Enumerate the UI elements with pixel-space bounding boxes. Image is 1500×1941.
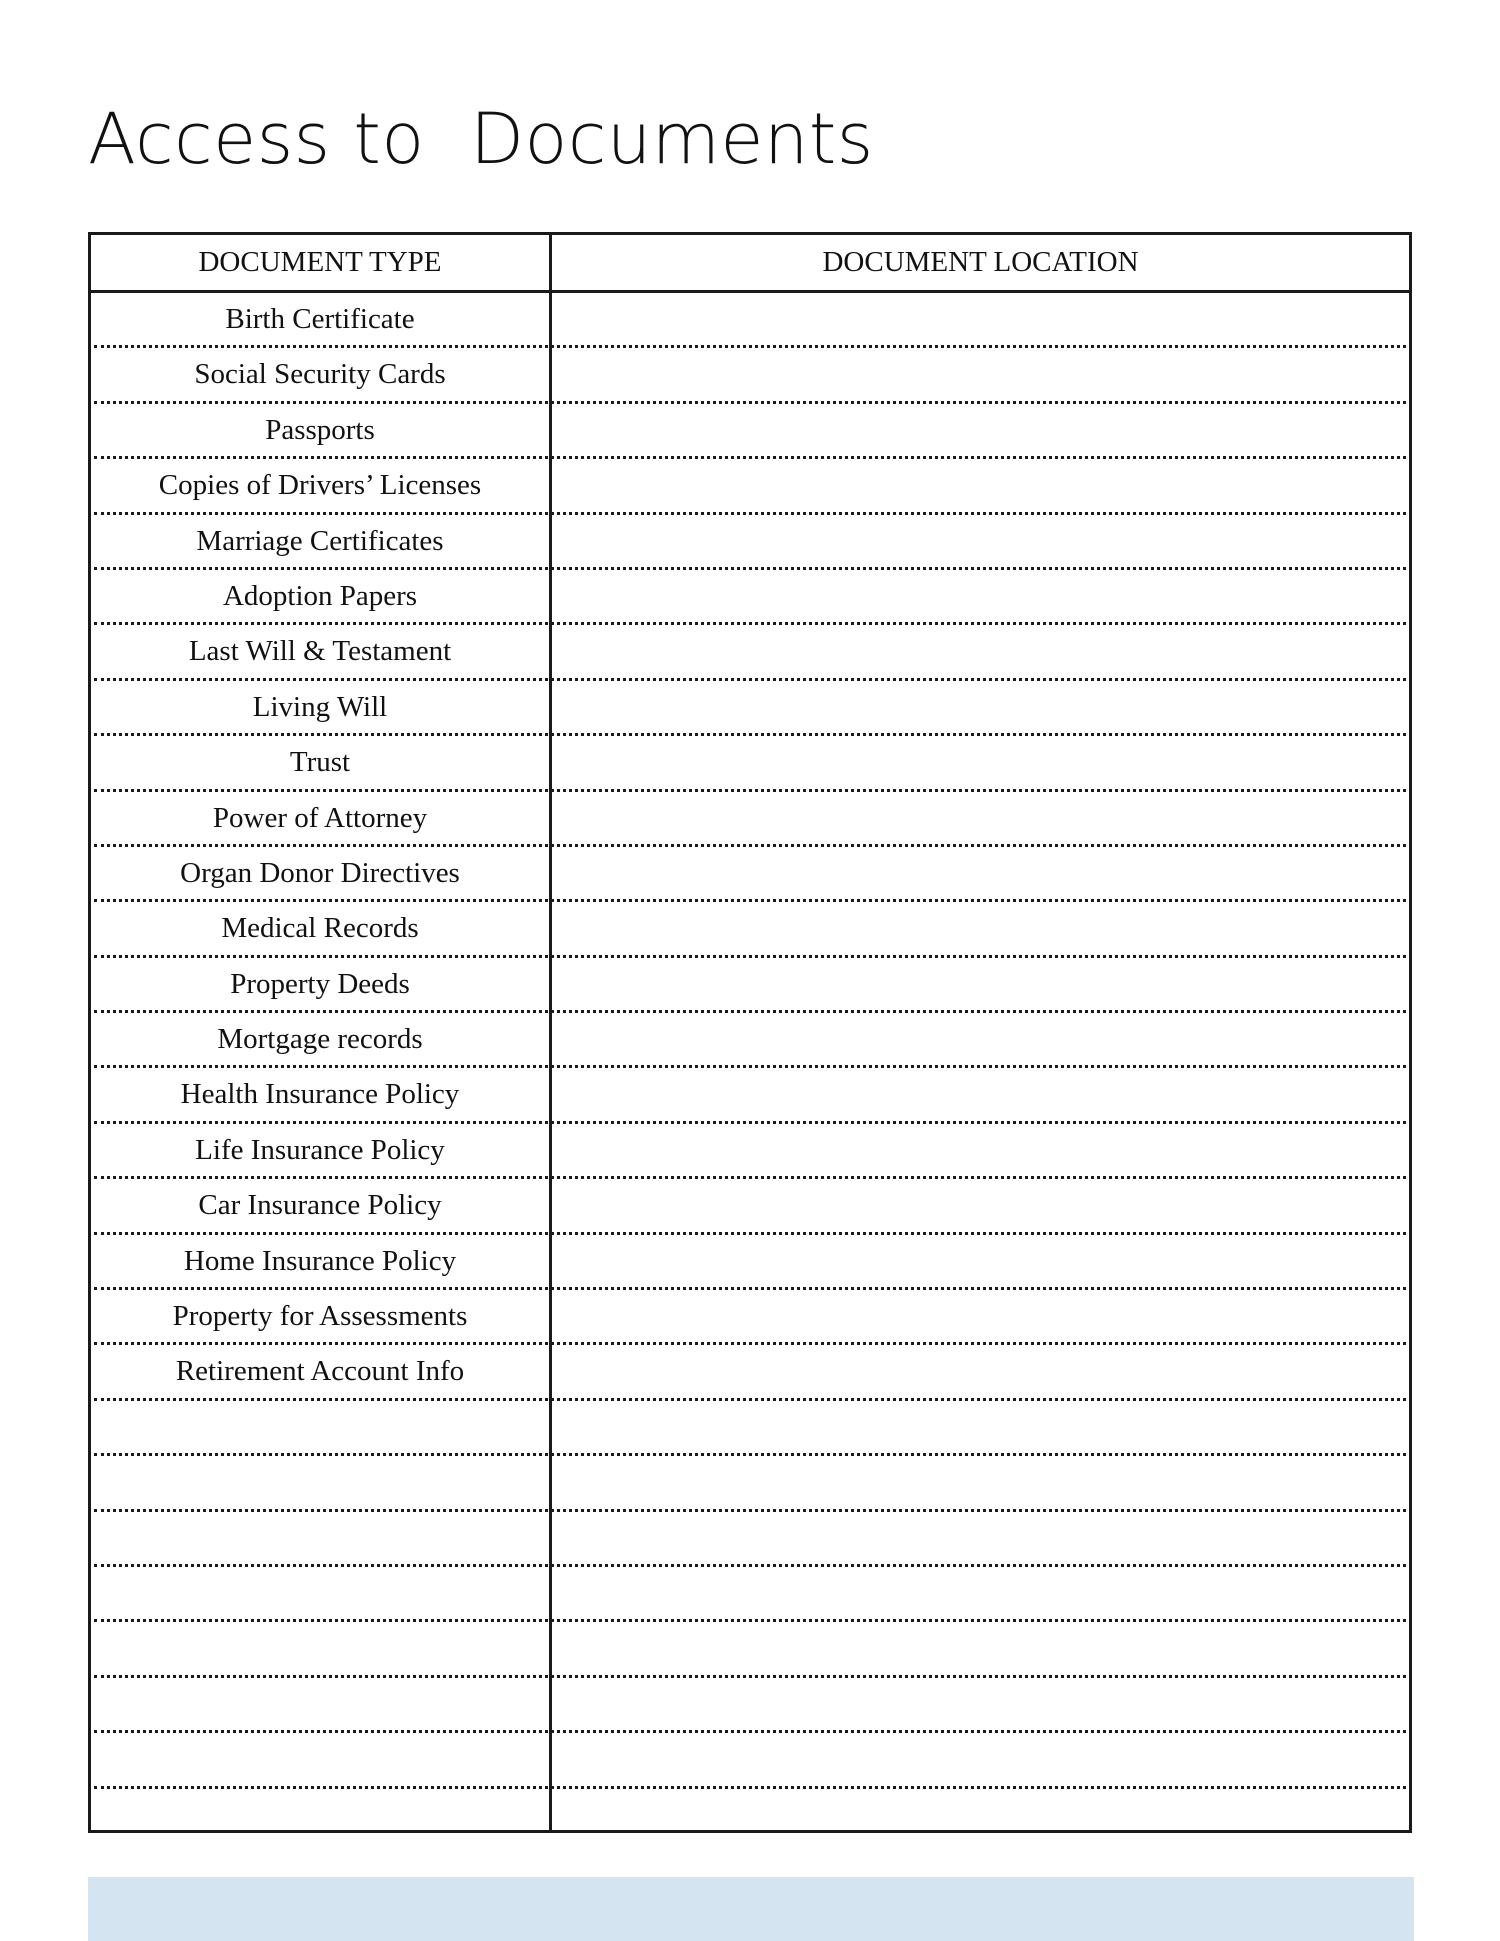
document-location-cell[interactable] (552, 1512, 1409, 1567)
table-row (91, 1567, 1409, 1622)
document-location-cell[interactable] (552, 1124, 1409, 1179)
document-type-cell: Medical Records (221, 912, 419, 945)
table-row (91, 1678, 1409, 1733)
document-location-cell[interactable] (552, 1290, 1409, 1345)
table-row (91, 1512, 1409, 1567)
document-type-cell: Life Insurance Policy (195, 1133, 445, 1166)
document-type-cell: Passports (265, 413, 375, 446)
document-location-cell[interactable] (552, 1345, 1409, 1400)
document-type-cell: Home Insurance Policy (183, 1244, 457, 1277)
table-row (91, 902, 1409, 957)
document-type-cell (91, 1789, 549, 1844)
table-row (91, 847, 1409, 902)
document-location-cell[interactable] (552, 681, 1409, 736)
document-type-cell: Last Will & Testament (188, 635, 452, 668)
table-row (91, 1068, 1409, 1123)
document-location-cell[interactable] (552, 1678, 1409, 1733)
document-location-cell[interactable] (552, 293, 1409, 348)
table-row (91, 1733, 1409, 1788)
document-location-cell[interactable] (552, 1789, 1409, 1844)
document-location-cell[interactable] (552, 1068, 1409, 1123)
table-row (91, 1013, 1409, 1068)
document-location-cell[interactable] (552, 792, 1409, 847)
table-row (91, 1456, 1409, 1511)
table-row (91, 625, 1409, 680)
page-title: Access to Documents (88, 98, 874, 180)
document-location-cell[interactable] (552, 958, 1409, 1013)
table-row (91, 515, 1409, 570)
document-location-cell[interactable] (552, 625, 1409, 680)
document-location-cell[interactable] (552, 902, 1409, 957)
table-row (91, 404, 1409, 459)
table-row (91, 681, 1409, 736)
table-row (91, 570, 1409, 625)
table-row (91, 958, 1409, 1013)
document-location-cell[interactable] (552, 570, 1409, 625)
table-row (91, 1622, 1409, 1677)
document-location-cell[interactable] (552, 1179, 1409, 1234)
document-table (88, 232, 1412, 1833)
document-type-cell: Social Security Cards (194, 358, 446, 391)
document-location-cell[interactable] (552, 1622, 1409, 1677)
document-type-cell: Living Will (252, 690, 388, 723)
table-row (91, 1124, 1409, 1179)
document-type-cell (91, 1678, 549, 1733)
document-type-cell (91, 1512, 549, 1567)
document-location-cell[interactable] (552, 736, 1409, 791)
document-type-cell: Copies of Drivers’ Licenses (158, 469, 482, 502)
document-type-cell (91, 1567, 549, 1622)
document-location-cell[interactable] (552, 459, 1409, 514)
document-location-cell[interactable] (552, 404, 1409, 459)
document-type-cell: Property Deeds (230, 967, 410, 1000)
document-type-cell: Adoption Papers (222, 579, 418, 612)
document-type-cell (91, 1456, 549, 1511)
header-document-type: DOCUMENT TYPE (198, 246, 442, 278)
document-location-cell[interactable] (552, 1401, 1409, 1456)
footer-band (88, 1877, 1414, 1941)
document-type-cell (91, 1401, 549, 1456)
document-location-cell[interactable] (552, 1013, 1409, 1068)
table-row (91, 1789, 1409, 1844)
document-type-cell: Power of Attorney (212, 801, 428, 834)
table-row (91, 1235, 1409, 1290)
header-document-location: DOCUMENT LOCATION (822, 246, 1139, 278)
table-row (91, 1345, 1409, 1400)
document-type-cell: Health Insurance Policy (180, 1078, 460, 1111)
document-location-cell[interactable] (552, 348, 1409, 403)
table-row (91, 1290, 1409, 1345)
table-row (91, 792, 1409, 847)
document-type-cell: Organ Donor Directives (180, 856, 460, 889)
document-type-cell: Trust (289, 746, 351, 779)
table-row (91, 736, 1409, 791)
table-row (91, 459, 1409, 514)
document-type-cell (91, 1622, 549, 1677)
table-row (91, 348, 1409, 403)
document-type-cell: Mortgage records (217, 1023, 423, 1056)
table-row (91, 1179, 1409, 1234)
table-body (91, 293, 1409, 1844)
document-type-cell: Retirement Account Info (175, 1355, 465, 1388)
document-location-cell[interactable] (552, 1235, 1409, 1290)
document-location-cell[interactable] (552, 515, 1409, 570)
document-type-cell: Marriage Certificates (196, 524, 444, 557)
document-type-cell: Property for Assessments (172, 1300, 468, 1333)
document-location-cell[interactable] (552, 1567, 1409, 1622)
table-header-row (91, 235, 1409, 293)
document-location-cell[interactable] (552, 1733, 1409, 1788)
document-location-cell[interactable] (552, 847, 1409, 902)
table-row (91, 1401, 1409, 1456)
document-type-cell: Birth Certificate (225, 303, 415, 335)
document-location-cell[interactable] (552, 1456, 1409, 1511)
table-row (91, 293, 1409, 348)
document-type-cell (91, 1733, 549, 1788)
document-type-cell: Car Insurance Policy (198, 1189, 442, 1222)
